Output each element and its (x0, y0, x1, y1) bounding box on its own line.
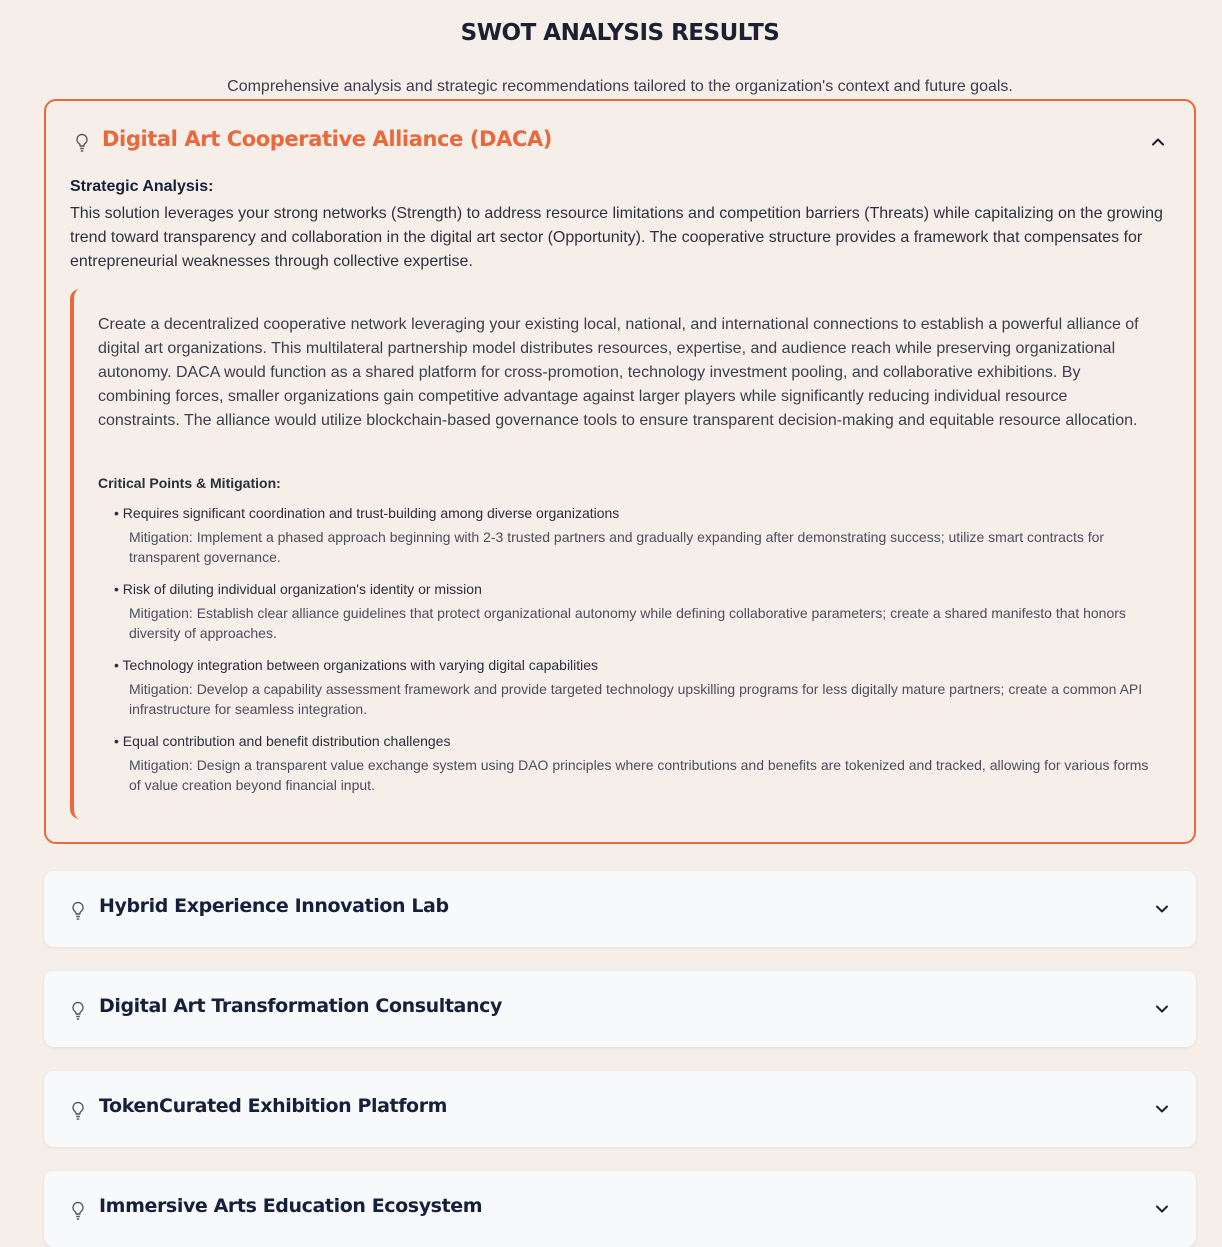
solution-card-hybrid-lab[interactable] (44, 871, 1196, 947)
chevron-down-icon[interactable] (1154, 901, 1170, 917)
solution-title: Hybrid Experience Innovation Lab (99, 895, 449, 917)
critical-point: • Technology integration between organizations with varying digital capabilities (114, 655, 1154, 675)
chevron-down-icon[interactable] (1154, 1101, 1170, 1117)
critical-point-item (114, 731, 1154, 807)
chevron-down-icon[interactable] (1154, 1201, 1170, 1217)
critical-point-item (114, 655, 1154, 731)
lightbulb-icon (70, 1201, 86, 1221)
critical-points-list (114, 503, 1154, 807)
lightbulb-icon (74, 133, 90, 153)
critical-points-label: Critical Points & Mitigation: (98, 475, 281, 491)
solution-card-daca (44, 99, 1196, 844)
mitigation-text: Mitigation: Establish clear alliance guidelines that protect organizational autonomy while defining collaborative parameters; create a shared manifesto that honors diversity of approaches. (129, 605, 1126, 641)
solution-description: Create a decentralized cooperative network leveraging your existing local, national, and international connections to establish a powerful alliance of digital art organizations. This multilateral partnership model distributes resources, expertise, and audience reach while preserving organizational autonomy. DACA would function as a shared platform for cross-promotion, technology investment pooling, and collaborative exhibitions. By combining forces, smaller organizations gain competitive advantage against larger players while significantly reducing individual resource constraints. The alliance would utilize blockchain-based governance tools to ensure transparent decision-making and equitable resource allocation. (98, 316, 1139, 429)
solution-card-exhibition-platform[interactable] (44, 1071, 1196, 1147)
page-subtitle: Comprehensive analysis and strategic recommendations tailored to the organization's context and future goals. (227, 78, 1013, 95)
lightbulb-icon (70, 1101, 86, 1121)
page-title: SWOT ANALYSIS RESULTS (460, 20, 780, 46)
solution-title: Digital Art Transformation Consultancy (99, 995, 502, 1017)
critical-point-item (114, 503, 1154, 579)
solution-title: Digital Art Cooperative Alliance (DACA) (102, 127, 552, 151)
critical-point-item (114, 579, 1154, 655)
strategic-analysis-text: This solution leverages your strong networks (Strength) to address resource limitations and competition barriers (Threats) while capitalizing on the growing trend toward transparency and collaboration in the digital art sector (Opportunity). The cooperative structure provides a framework that compensates for entrepreneurial weaknesses through collective expertise. (70, 205, 1163, 270)
solution-card-transformation-consultancy[interactable] (44, 971, 1196, 1047)
solution-card-header[interactable] (44, 1171, 1196, 1247)
solution-card-header[interactable] (46, 101, 1194, 177)
mitigation-text: Mitigation: Design a transparent value exchange system using DAO principles where contributions and benefits are tokenized and tracked, allowing for various forms of value creation beyond financial input. (129, 757, 1149, 793)
solution-card-header[interactable] (44, 971, 1196, 1047)
mitigation-text: Mitigation: Implement a phased approach beginning with 2-3 trusted partners and gradually expanding after demonstrating success; utilize smart contracts for transparent governance. (129, 529, 1105, 565)
solution-detail-panel (70, 289, 1174, 819)
lightbulb-icon (70, 901, 86, 921)
mitigation-text: Mitigation: Develop a capability assessment framework and provide targeted technology upskilling programs for less digitally mature partners; create a common API infrastructure for seamless integration. (129, 681, 1143, 717)
solution-card-header[interactable] (44, 871, 1196, 947)
solution-card-header[interactable] (44, 1071, 1196, 1147)
critical-point: • Requires significant coordination and trust-building among diverse organizations (114, 503, 1154, 523)
chevron-down-icon[interactable] (1154, 1001, 1170, 1017)
chevron-up-icon[interactable] (1150, 134, 1166, 150)
solution-card-education-ecosystem[interactable] (44, 1171, 1196, 1247)
lightbulb-icon (70, 1001, 86, 1021)
strategic-analysis-label: Strategic Analysis: (70, 178, 214, 195)
critical-point: • Risk of diluting individual organization's identity or mission (114, 579, 1154, 599)
solution-title: TokenCurated Exhibition Platform (99, 1095, 448, 1117)
critical-point: • Equal contribution and benefit distribution challenges (114, 731, 1154, 751)
solution-title: Immersive Arts Education Ecosystem (99, 1195, 483, 1217)
